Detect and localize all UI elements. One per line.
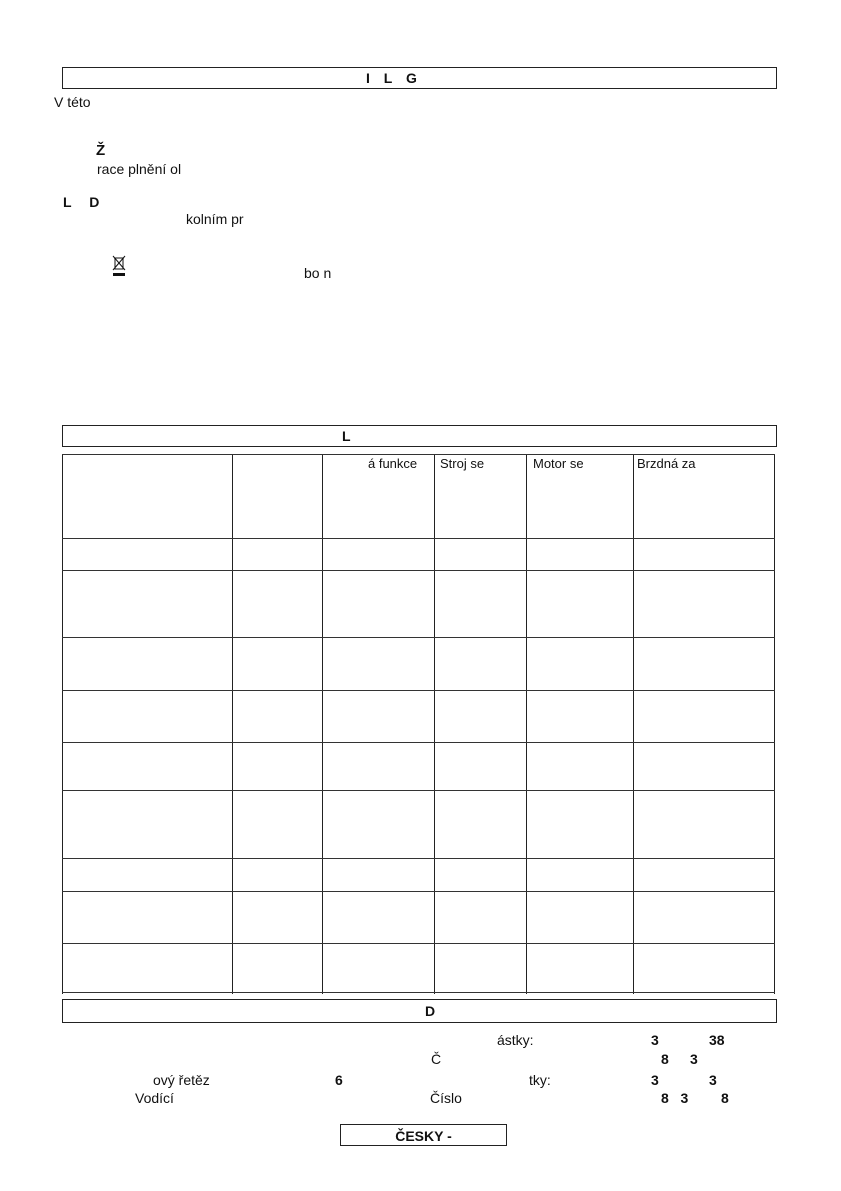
- spec-row4-c4: 8 3: [661, 1090, 689, 1106]
- spec-row3-c5: 3: [709, 1072, 717, 1088]
- spec-row2-c2: Č: [431, 1051, 442, 1067]
- waste-bin-icon: [111, 255, 127, 277]
- spec-row1-c3: ástky:: [497, 1032, 534, 1048]
- spec-row4-c2: Číslo: [430, 1090, 462, 1106]
- spec-row4-c1: Vodící: [135, 1090, 174, 1106]
- troubleshooting-table: [62, 454, 775, 994]
- col-header-motor: Motor se: [533, 456, 584, 471]
- col-header-machine: Stroj se: [440, 456, 485, 471]
- page-footer-box: [340, 1124, 507, 1146]
- z-heading: Ž: [96, 142, 106, 159]
- spec-row1-c4: 3: [651, 1032, 659, 1048]
- spec-row2-c5: 3: [690, 1051, 698, 1067]
- col-header-function: á funkce: [368, 456, 418, 471]
- spec-row3-c4: 3: [651, 1072, 659, 1088]
- intro-text: V této: [54, 94, 91, 110]
- spec-row3-c2: 6: [335, 1072, 343, 1088]
- bo-line: bo n: [304, 265, 332, 281]
- ld-heading: L D: [63, 194, 100, 210]
- z-line: race plnění ol: [97, 161, 182, 177]
- spec-row4-c5: 8: [721, 1090, 729, 1106]
- section1-header: I L G: [366, 70, 417, 86]
- ld-line: kolním pr: [186, 211, 244, 227]
- col-header-brake: Brzdná za: [637, 456, 696, 471]
- spec-row3-c3: tky:: [529, 1072, 551, 1088]
- section1-header-box: [62, 67, 777, 89]
- section3-header: D: [425, 1003, 436, 1019]
- spec-row2-c4: 8: [661, 1051, 669, 1067]
- spec-row3-c1: ový řetěz: [153, 1072, 210, 1088]
- spec-row1-c5: 38: [709, 1032, 725, 1048]
- page-footer-label: ČESKY -: [395, 1128, 452, 1144]
- section3-header-box: [62, 999, 777, 1023]
- section2-header: L: [342, 428, 351, 444]
- section2-header-box: [62, 425, 777, 447]
